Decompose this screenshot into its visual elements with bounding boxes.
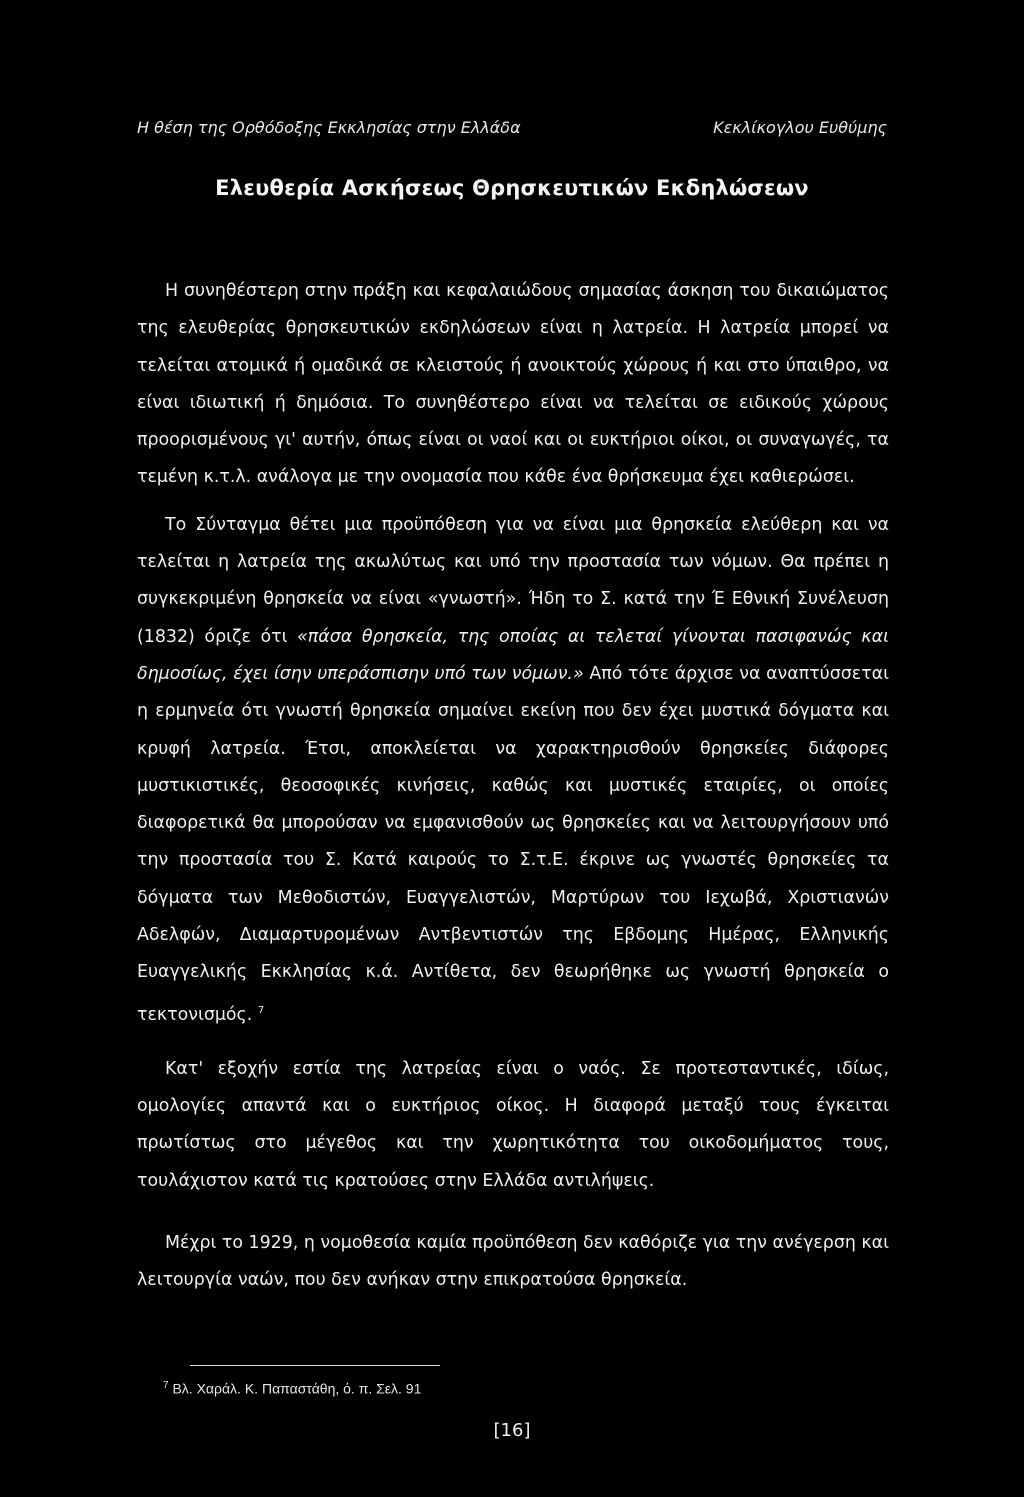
paragraph-legislation: Μέχρι το 1929, η νομοθεσία καμία προϋπόθεση δεν καθόριζε για την ανέγερση και λειτουργία ναών, που δεν ανήκαν στην επικρατούσα θρησκεία. xyxy=(137,1232,889,1291)
paragraph-constitution xyxy=(137,507,889,1034)
paragraph-constitution-text-b: Από τότε άρχισε να αναπτύσσεται η ερμηνεία ότι γνωστή θρησκεία σημαίνει εκείνη που δεν έχει μυστικά δόγματα και κρυφή λατρεία. Έτσι, αποκλείεται να χαρακτηρισθούν θρησκείες διάφορες μυστικιστικές, θεοσοφικές κινήσεις, καθώς και μυστικές εταιρίες, οι οποίες διαφορετικά θα μπορούσαν να εμφανισθούν ως θρησκείες και να λειτουργήσουν υπό την προστασία του Σ. Κατά καιρούς το Σ.τ.Ε. έκρινε ως γνωστές θρησκείες τα δόγματα των Μεθοδιστών, Ευαγγελιστών, Μαρτύρων του Ιεχωβά, Χριστιανών Αδελφών, Διαμαρτυρομένων Αντβεντιστών της Εβδομης Ημέρας, Ελληνικής Ευαγγελικής Εκκλησίας κ.ά. Αντίθετα, δεν θεωρήθηκε ως γνωστή θρησκεία ο τεκτονισμός. xyxy=(137,663,889,1025)
page-number: [16] xyxy=(493,1420,531,1441)
constitution-quote: «πάσα θρησκεία, της οποίας αι τελεταί γίνονται πασιφανώς και δημοσίως, έχει ίσην υπεράσπισην υπό των νόμων.» xyxy=(137,626,889,684)
paragraph-worship: Η συνηθέστερη στην πράξη και κεφαλαιώδους σημασίας άσκηση του δικαιώματος της ελευθερίας θρησκευτικών εκδηλώσεων είναι η λατρεία. Η λατρεία μπορεί να τελείται ατομικά ή ομαδικά σε κλειστούς ή ανοικτούς χώρους ή και στο ύπαιθρο, να είναι ιδιωτική ή δημόσια. Το συνηθέστερο είναι να τελείται σε ειδικούς χώρους προορισμένους γι' αυτήν, όπως είναι οι ναοί και οι ευκτήριοι οίκοι, οι συναγωγές, τα τεμένη κ.τ.λ. ανάλογα με την ονομασία που κάθε ένα θρήσκευμα έχει καθιερώσει. xyxy=(137,281,889,488)
footnote xyxy=(163,1380,421,1397)
paragraph-temple: Κατ' εξοχήν εστία της λατρείας είναι ο ναός. Σε προτεσταντικές, ιδίως, ομολογίες απαντά και ο ευκτήριος οίκος. Η διαφορά μεταξύ τους έγκειται πρωτίστως στο μέγεθος και την χωρητικότητα του οικοδομήματος τους, τουλάχιστον κατά τις κρατούσες στην Ελλάδα αντιλήψεις. xyxy=(137,1058,889,1191)
paragraph-constitution-text-a: Το Σύνταγμα θέτει μια προϋπόθεση για να είναι μια θρησκεία ελεύθερη και να τελείται η λατρεία της ακωλύτως και υπό την προστασία των νόμων. Θα πρέπει η συγκεκριμένη θρησκεία να είναι «γνωστή». Ήδη το Σ. κατά την Έ Εθνική Συνέλευση (1832) όριζε ότι xyxy=(137,514,889,647)
header-author: Κεκλίκογλου Ευθύμης xyxy=(713,118,887,137)
body-text xyxy=(137,273,889,1300)
footnote-separator xyxy=(190,1365,440,1366)
footnote-text: Βλ. Χαράλ. Κ. Παπαστάθη, ό. π. Σελ. 91 xyxy=(172,1380,422,1397)
header-book-title: Η θέση της Ορθόδοξης Εκκλησίας στην Ελλάδα xyxy=(137,118,521,137)
running-header xyxy=(137,118,887,142)
section-title: Ελευθερία Ασκήσεως Θρησκευτικών Εκδηλώσεων xyxy=(215,176,809,200)
footnote-number: 7 xyxy=(163,1380,169,1391)
footnote-reference: 7 xyxy=(257,1004,265,1016)
